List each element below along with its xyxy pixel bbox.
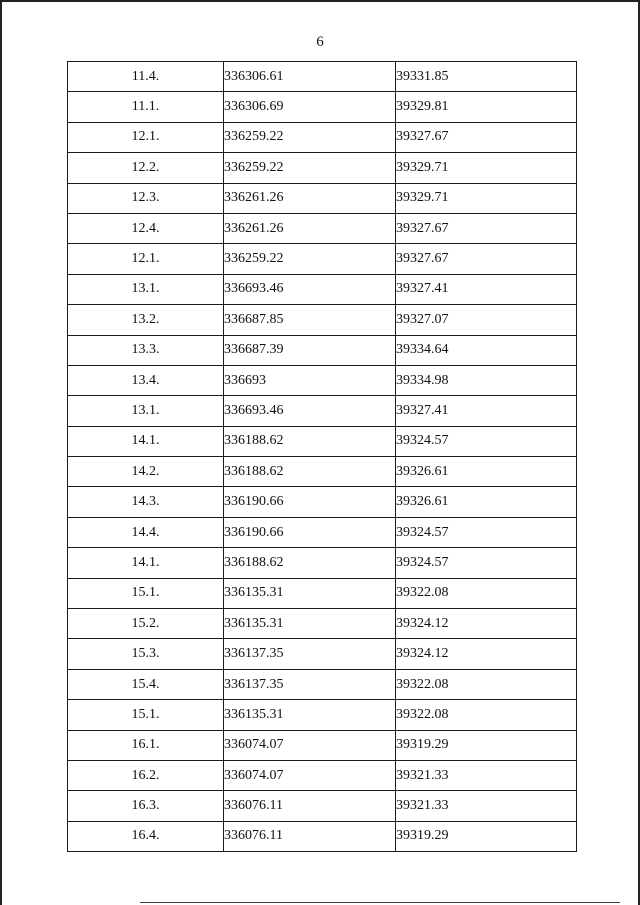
y-coordinate-cell: 39327.67 [396, 122, 577, 152]
y-coordinate-cell: 39329.81 [396, 92, 577, 122]
x-coordinate-cell: 336135.31 [224, 609, 396, 639]
point-number-cell: 15.2. [68, 609, 224, 639]
table-row [68, 365, 577, 395]
x-coordinate-cell: 336693.46 [224, 396, 396, 426]
x-coordinate-cell: 336261.26 [224, 213, 396, 243]
x-coordinate-cell: 336188.62 [224, 457, 396, 487]
table-row [68, 274, 577, 304]
x-coordinate-cell: 336687.39 [224, 335, 396, 365]
point-number-cell: 15.1. [68, 578, 224, 608]
y-coordinate-cell: 39324.57 [396, 548, 577, 578]
x-coordinate-cell: 336261.26 [224, 183, 396, 213]
point-number-cell: 14.1. [68, 548, 224, 578]
y-coordinate-cell: 39324.57 [396, 517, 577, 547]
table-row [68, 487, 577, 517]
y-coordinate-cell: 39326.61 [396, 487, 577, 517]
x-coordinate-cell: 336076.11 [224, 821, 396, 851]
y-coordinate-cell: 39321.33 [396, 760, 577, 790]
point-number-cell: 16.3. [68, 791, 224, 821]
table-row [68, 578, 577, 608]
point-number-cell: 12.2. [68, 153, 224, 183]
y-coordinate-cell: 39322.08 [396, 669, 577, 699]
point-number-cell: 15.4. [68, 669, 224, 699]
y-coordinate-cell: 39319.29 [396, 821, 577, 851]
table-row [68, 548, 577, 578]
table-row [68, 335, 577, 365]
point-number-cell: 16.4. [68, 821, 224, 851]
x-coordinate-cell: 336135.31 [224, 700, 396, 730]
y-coordinate-cell: 39329.71 [396, 153, 577, 183]
table-row [68, 821, 577, 851]
x-coordinate-cell: 336137.35 [224, 669, 396, 699]
x-coordinate-cell: 336259.22 [224, 153, 396, 183]
point-number-cell: 14.3. [68, 487, 224, 517]
y-coordinate-cell: 39324.12 [396, 609, 577, 639]
table-row [68, 426, 577, 456]
table-row [68, 639, 577, 669]
y-coordinate-cell: 39327.67 [396, 213, 577, 243]
point-number-cell: 12.3. [68, 183, 224, 213]
coordinates-table [67, 61, 577, 852]
x-coordinate-cell: 336259.22 [224, 244, 396, 274]
y-coordinate-cell: 39327.41 [396, 274, 577, 304]
point-number-cell: 14.4. [68, 517, 224, 547]
point-number-cell: 13.3. [68, 335, 224, 365]
scan-border-left [0, 0, 2, 905]
y-coordinate-cell: 39329.71 [396, 183, 577, 213]
x-coordinate-cell: 336306.69 [224, 92, 396, 122]
y-coordinate-cell: 39331.85 [396, 62, 577, 92]
page-number: 6 [316, 34, 324, 50]
table-row [68, 213, 577, 243]
point-number-cell: 13.1. [68, 396, 224, 426]
point-number-cell: 11.4. [68, 62, 224, 92]
x-coordinate-cell: 336188.62 [224, 426, 396, 456]
scan-border-top [0, 0, 640, 2]
x-coordinate-cell: 336693.46 [224, 274, 396, 304]
point-number-cell: 13.2. [68, 305, 224, 335]
scan-border-bottom [140, 902, 620, 903]
y-coordinate-cell: 39334.98 [396, 365, 577, 395]
x-coordinate-cell: 336135.31 [224, 578, 396, 608]
y-coordinate-cell: 39327.07 [396, 305, 577, 335]
point-number-cell: 15.3. [68, 639, 224, 669]
table-row [68, 517, 577, 547]
y-coordinate-cell: 39322.08 [396, 578, 577, 608]
table-row [68, 122, 577, 152]
y-coordinate-cell: 39327.41 [396, 396, 577, 426]
x-coordinate-cell: 336306.61 [224, 62, 396, 92]
x-coordinate-cell: 336137.35 [224, 639, 396, 669]
point-number-cell: 11.1. [68, 92, 224, 122]
y-coordinate-cell: 39321.33 [396, 791, 577, 821]
y-coordinate-cell: 39322.08 [396, 700, 577, 730]
table-row [68, 305, 577, 335]
point-number-cell: 12.1. [68, 122, 224, 152]
table-row [68, 183, 577, 213]
point-number-cell: 13.1. [68, 274, 224, 304]
point-number-cell: 16.1. [68, 730, 224, 760]
point-number-cell: 12.1. [68, 244, 224, 274]
y-coordinate-cell: 39327.67 [396, 244, 577, 274]
y-coordinate-cell: 39324.57 [396, 426, 577, 456]
x-coordinate-cell: 336190.66 [224, 487, 396, 517]
y-coordinate-cell: 39326.61 [396, 457, 577, 487]
point-number-cell: 14.1. [68, 426, 224, 456]
table-row [68, 730, 577, 760]
x-coordinate-cell: 336687.85 [224, 305, 396, 335]
x-coordinate-cell: 336259.22 [224, 122, 396, 152]
table-row [68, 669, 577, 699]
table-row [68, 791, 577, 821]
table-row [68, 153, 577, 183]
point-number-cell: 13.4. [68, 365, 224, 395]
x-coordinate-cell: 336074.07 [224, 760, 396, 790]
table-row [68, 92, 577, 122]
x-coordinate-cell: 336188.62 [224, 548, 396, 578]
point-number-cell: 12.4. [68, 213, 224, 243]
y-coordinate-cell: 39324.12 [396, 639, 577, 669]
coordinates-table-body [68, 62, 577, 852]
table-row [68, 62, 577, 92]
table-row [68, 609, 577, 639]
table-row [68, 700, 577, 730]
x-coordinate-cell: 336074.07 [224, 730, 396, 760]
table-row [68, 244, 577, 274]
table-row [68, 760, 577, 790]
table-row [68, 396, 577, 426]
y-coordinate-cell: 39334.64 [396, 335, 577, 365]
point-number-cell: 15.1. [68, 700, 224, 730]
x-coordinate-cell: 336190.66 [224, 517, 396, 547]
point-number-cell: 16.2. [68, 760, 224, 790]
x-coordinate-cell: 336693 [224, 365, 396, 395]
table-row [68, 457, 577, 487]
x-coordinate-cell: 336076.11 [224, 791, 396, 821]
point-number-cell: 14.2. [68, 457, 224, 487]
y-coordinate-cell: 39319.29 [396, 730, 577, 760]
